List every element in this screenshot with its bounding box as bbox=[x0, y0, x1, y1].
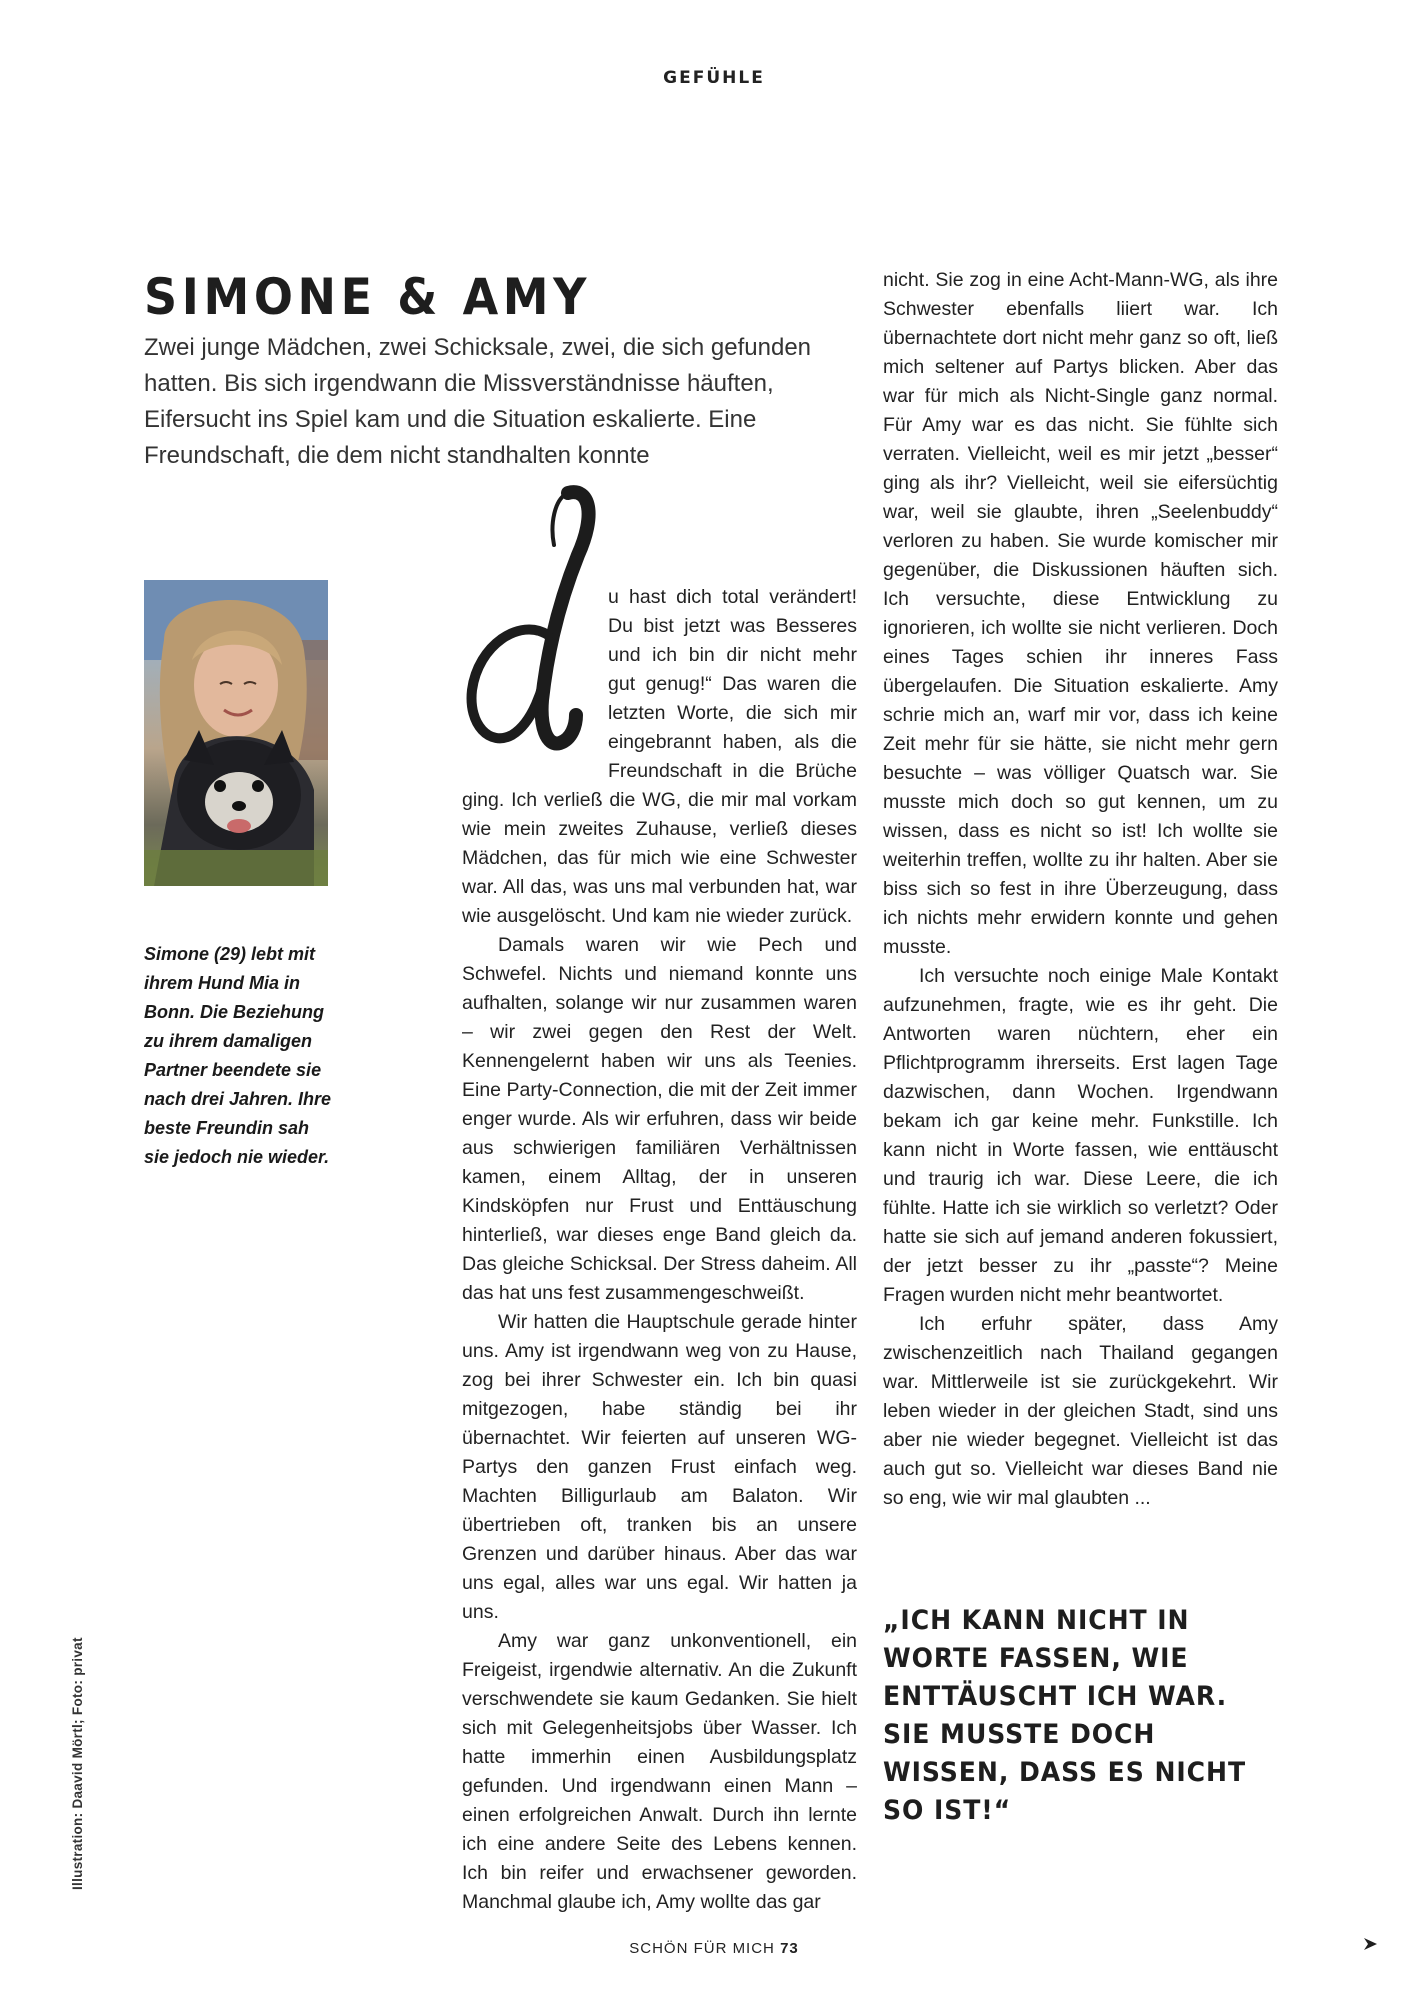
photo-caption: Simone (29) lebt mit ihrem Hund Mia in Bonn. Die Beziehung zu ihrem damaligen Partner beendete sie nach drei Jahren. Ihre beste Freundin sah sie jedoch nie wieder. bbox=[144, 944, 332, 1167]
page-number: 73 bbox=[780, 1940, 799, 1957]
dropcap bbox=[450, 485, 600, 775]
pull-quote: „ICH KANN NICHT IN WORTE FASSEN, WIE ENTTÄUSCHT ICH WAR. SIE MUSSTE DOCH WISSEN, DASS ES NICHT SO IST!“ bbox=[883, 1605, 1247, 1826]
article-title: SIMONE & AMY bbox=[144, 268, 592, 326]
article-column-middle bbox=[462, 583, 857, 1917]
paragraph: Ich erfuhr später, dass Amy zwischenzeitlich nach Thailand gegangen war. Mittlerweile ist sie zurückgekehrt. Wir leben wieder in der gleichen Stadt, sind uns aber nie wieder begegnet. Vielleicht ist das auch gut so. Vielleicht war dieses Band nie so eng, wie wir mal glaubten ... bbox=[883, 1313, 1278, 1509]
page-footer bbox=[0, 1940, 1428, 1957]
arrow-right-icon[interactable] bbox=[1362, 1936, 1378, 1952]
paragraph: Amy war ganz unkonventionell, ein Freigeist, irgendwie alternativ. An die Zukunft verschwendete sie kaum Gedanken. Sie hielt sich mit Gelegenheitsjobs über Wasser. Ich hatte immerhin einen Ausbildungsplatz gefunden. Und irgendwann einen Mann – einen erfolgreichen Anwalt. Durch ihn lernte ich eine andere Seite des Lebens kennen. Ich bin reifer und erwachsener geworden. Manchmal glaube ich, Amy wollte das gar bbox=[462, 1630, 857, 1913]
publication-name: SCHÖN FÜR MICH bbox=[629, 1940, 775, 1957]
paragraph: Ich versuchte noch einige Male Kontakt aufzunehmen, fragte, wie es ihr geht. Die Antworten waren nüchtern, eher ein Pflichtprogramm ihrerseits. Erst lagen Tage dazwischen, dann Wochen. Irgendwann bekam ich gar keine mehr. Funkstille. Ich kann nicht in Worte fassen, wie enttäuscht und traurig ich war. Diese Leere, die ich fühlte. Hatte ich sie wirklich so verletzt? Oder hatte sie sich auf jemand anderen fokussiert, der jetzt besser zu ihr „passte“? Meine Fragen wurden nicht mehr beantwortet. bbox=[883, 965, 1278, 1306]
paragraph-text: u hast dich total verändert! Du bist jetzt was Besseres und ich bin dir nicht mehr gut genug!“ Das waren die letzten Worte, die sich mir eingebrannt haben, als die Freundschaft in die Brüche ging. Ich verließ die WG, die mir mal vorkam wie mein zweites Zuhause, verließ dieses Mädchen, das für mich wie eine Schwester war. All das, was uns mal verbunden hat, war wie ausgelöscht. Und kam nie wieder zurück. bbox=[462, 586, 857, 927]
section-label: GEFÜHLE bbox=[663, 68, 765, 88]
paragraph: Damals waren wir wie Pech und Schwefel. Nichts und niemand konnte uns aufhalten, solange wir nur zusammen waren – wir zwei gegen den Rest der Welt. Kennengelernt haben wir uns als Teenies. Eine Party-Connection, die mit der Zeit immer enger wurde. Als wir erfuhren, dass wir beide aus schwierigen familiären Verhältnissen kamen, einem Alltag, der in unseren Kindsköpfen nur Frust und Enttäuschung hinterließ, war dieses enge Band gleich da. Das gleiche Schicksal. Der Stress daheim. All das hat uns fest zusammengeschweißt. bbox=[462, 934, 857, 1304]
photo-illustration bbox=[144, 580, 328, 886]
dropcap-d-glyph bbox=[450, 485, 600, 775]
article-deck: Zwei junge Mädchen, zwei Schicksale, zwei, die sich gefunden hatten. Bis sich irgendwann die Missverständnisse häuften, Eifersucht ins Spiel kam und die Situation eskalierte. Eine Freundschaft, die dem nicht standhalten konnte bbox=[144, 334, 812, 469]
image-credit: Illustration: Daavid Mörtl; Foto: privat bbox=[70, 1637, 85, 1890]
portrait-photo bbox=[144, 580, 328, 886]
paragraph: nicht. Sie zog in eine Acht-Mann-WG, als ihre Schwester ebenfalls liiert war. Ich übernachtete dort nicht mehr ganz so oft, ließ mich seltener auf Partys blicken. Aber das war für mich als Nicht-Single ganz normal. Für Amy war es das nicht. Sie fühlte sich verraten. Vielleicht, weil es mir jetzt „besser“ ging als ihr? Vielleicht, weil sie eifersüchtig war, weil sie glaubte, ihren „Seelenbuddy“ verloren zu haben. Sie wurde komischer mir gegenüber, die Diskussionen häuften sich. Ich versuchte, diese Entwicklung zu ignorieren, ich wollte sie nicht verlieren. Doch eines Tages schien ihr inneres Fass übergelaufen. Die Situation eskalierte. Amy schrie mich an, warf mir vor, dass ich keine Zeit mehr für sie hätte, sie nicht mehr gern besuchte – was völliger Quatsch war. Sie musste mich doch so gut kennen, um zu wissen, dass es nicht so ist! Ich wollte sie weiterhin treffen, wollte zu ihr halten. Aber sie biss sich so fest in ihre Überzeugung, dass ich nichts mehr erwidern konnte und gehen musste. bbox=[883, 269, 1278, 958]
paragraph bbox=[462, 583, 857, 931]
paragraph: Wir hatten die Hauptschule gerade hinter uns. Amy ist irgendwann weg von zu Hause, zog bei ihrer Schwester ein. Ich bin quasi mitgezogen, habe ständig bei ihr übernachtet. Wir feierten auf unseren WG-Partys den ganzen Frust einfach weg. Machten Billigurlaub am Balaton. Wir übertrieben oft, tranken bis an unsere Grenzen und darüber hinaus. Aber das war uns egal, alles war uns egal. Wir hatten ja uns. bbox=[462, 1311, 857, 1623]
article-column-right bbox=[883, 266, 1278, 1513]
